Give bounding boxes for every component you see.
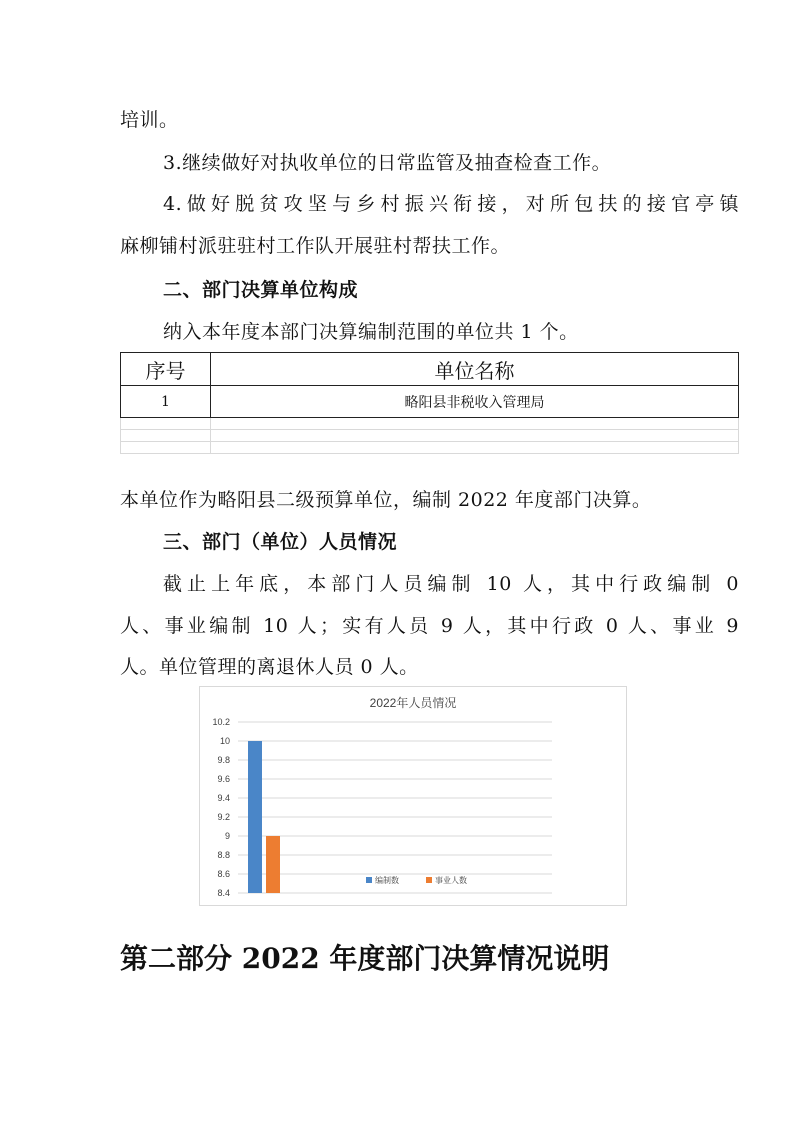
- y-tick-label: 9: [224, 831, 230, 841]
- legend-label: 编制数: [375, 876, 399, 885]
- staff-chart: [199, 686, 627, 906]
- table-header-row: [121, 353, 739, 386]
- y-tick-label: 10.2: [212, 717, 230, 727]
- table-cell-empty: [121, 442, 211, 454]
- y-tick-label: 8.6: [217, 869, 230, 879]
- text-line-9: 人。单位管理的离退休人员 0 人。: [120, 656, 419, 678]
- text-line-1: 培训。: [120, 109, 179, 131]
- text-line-7: 截止上年底，本部门人员编制 10 人，其中行政编制 0: [163, 573, 739, 595]
- part-title: 第二部分 2022 年度部门决算情况说明: [120, 942, 610, 975]
- table-cell: 略阳县非税收入管理局: [211, 386, 739, 418]
- table-cell-empty: [211, 430, 739, 442]
- chart-grid: [238, 722, 552, 893]
- legend-label: 事业人数: [435, 876, 467, 885]
- y-tick-label: 9.6: [217, 774, 230, 784]
- legend-swatch: [426, 877, 432, 883]
- y-tick-label: 9.8: [217, 755, 230, 765]
- y-tick-label: 8.8: [217, 850, 230, 860]
- text-line-5: 纳入本年度本部门决算编制范围的单位共 1 个。: [163, 321, 579, 343]
- bar-1: [248, 741, 262, 893]
- section-heading-3: 三、部门（单位）人员情况: [163, 531, 398, 553]
- table-row-empty: [121, 430, 739, 442]
- bar-2: [266, 836, 280, 893]
- text-line-2: 3.继续做好对执收单位的日常监管及抽查检查工作。: [163, 152, 612, 174]
- table-cell-empty: [211, 442, 739, 454]
- legend-swatch: [366, 877, 372, 883]
- chart-legend: [366, 875, 467, 885]
- table-cell-empty: [211, 418, 739, 430]
- table-cell-empty: [121, 430, 211, 442]
- table-header-cell: 序号: [121, 353, 211, 386]
- table-header-cell: 单位名称: [211, 353, 739, 386]
- table-cell: 1: [121, 386, 211, 418]
- table-row: [121, 386, 739, 418]
- text-line-8: 人、事业编制 10 人；实有人员 9 人，其中行政 0 人、事业 9: [120, 615, 739, 637]
- section-heading-2: 二、部门决算单位构成: [163, 279, 359, 301]
- table-row-empty: [121, 442, 739, 454]
- unit-table: [120, 352, 739, 454]
- text-line-3: 4.做好脱贫攻坚与乡村振兴衔接，对所包扶的接官亭镇: [163, 193, 739, 215]
- text-line-4: 麻柳铺村派驻驻村工作队开展驻村帮扶工作。: [120, 235, 511, 257]
- table-cell-empty: [121, 418, 211, 430]
- table-row-empty: [121, 418, 739, 430]
- chart-svg: [200, 687, 626, 905]
- y-tick-label: 8.4: [217, 888, 230, 898]
- chart-title: 2022年人员情况: [369, 696, 457, 710]
- y-tick-label: 9.4: [217, 793, 230, 803]
- chart-y-axis: [212, 717, 230, 898]
- y-tick-label: 9.2: [217, 812, 230, 822]
- y-tick-label: 10: [219, 736, 230, 746]
- text-line-6: 本单位作为略阳县二级预算单位，编制 2022 年度部门决算。: [120, 489, 652, 511]
